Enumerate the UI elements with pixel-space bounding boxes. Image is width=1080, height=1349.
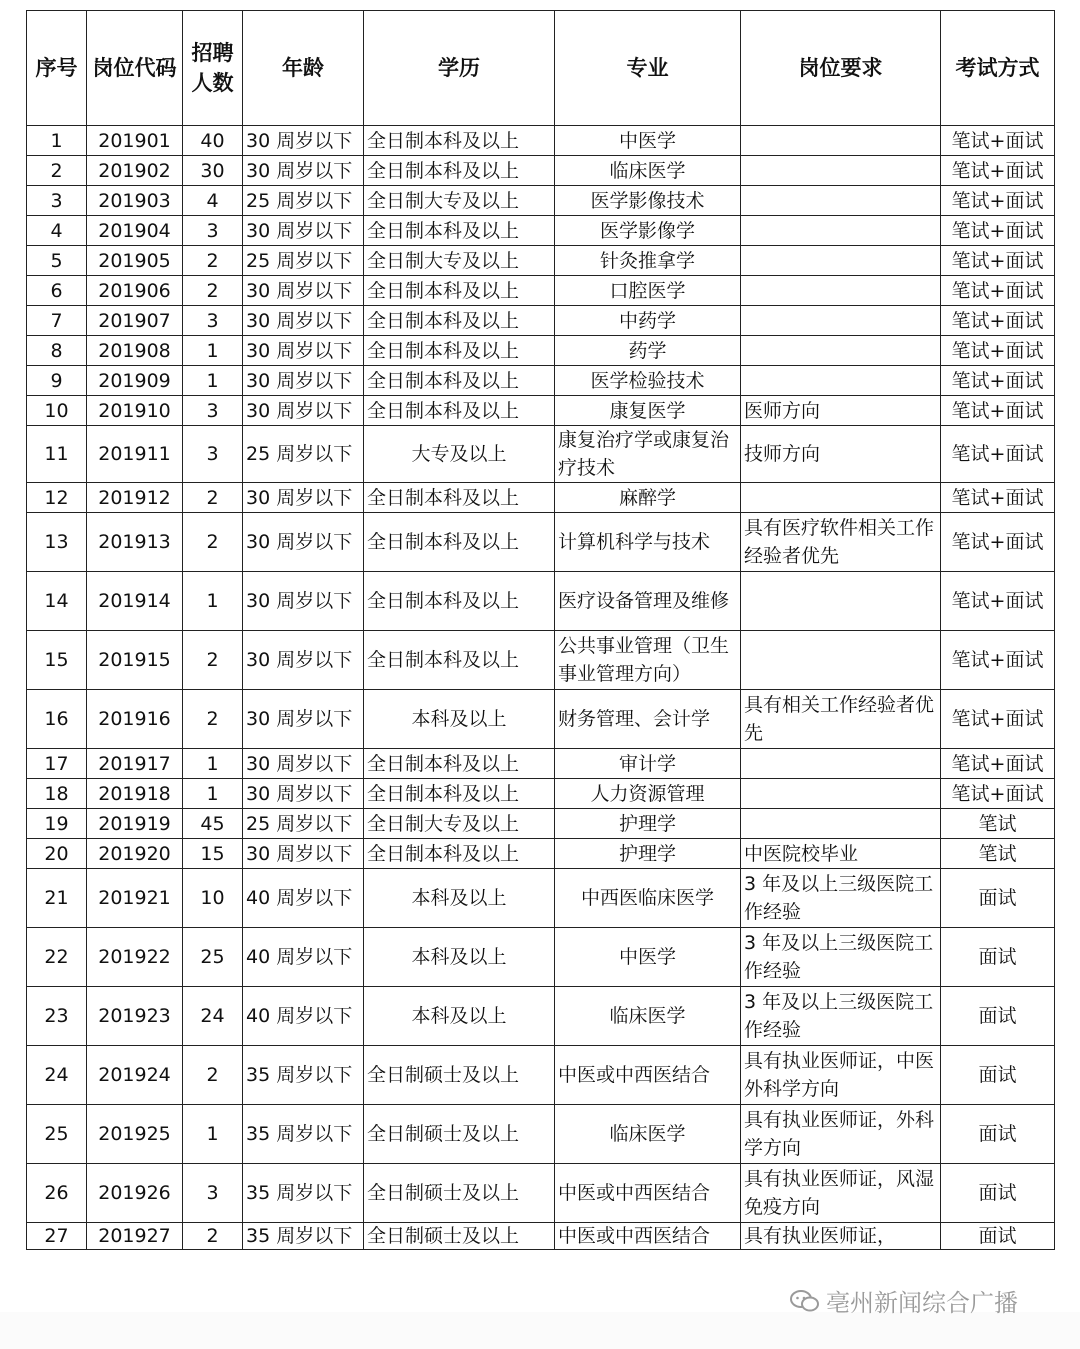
table-cell: 本科及以上 [364, 928, 555, 987]
table-cell: 30 周岁以下 [243, 839, 364, 869]
table-cell: 201918 [87, 779, 183, 809]
table-cell: 笔试+面试 [941, 276, 1055, 306]
table-cell: 19 [27, 809, 87, 839]
table-cell: 30 周岁以下 [243, 572, 364, 631]
table-cell: 全日制本科及以上 [364, 483, 555, 513]
table-cell: 30 周岁以下 [243, 276, 364, 306]
table-cell: 2 [183, 513, 243, 572]
table-cell: 全日制本科及以上 [364, 631, 555, 690]
table-cell: 具有执业医师证，外科学方向 [741, 1105, 941, 1164]
table-cell: 30 周岁以下 [243, 216, 364, 246]
table-cell: 23 [27, 987, 87, 1046]
table-cell: 2 [183, 483, 243, 513]
table-row [27, 513, 1055, 572]
table-cell: 全日制大专及以上 [364, 809, 555, 839]
table-cell: 全日制本科及以上 [364, 572, 555, 631]
table-cell: 8 [27, 336, 87, 366]
table-cell: 1 [183, 336, 243, 366]
table-cell: 具有执业医师证， [741, 1223, 941, 1250]
table-cell: 201915 [87, 631, 183, 690]
table-row [27, 987, 1055, 1046]
table-cell: 临床医学 [555, 156, 741, 186]
table-row [27, 631, 1055, 690]
table-cell: 笔试+面试 [941, 749, 1055, 779]
table-cell: 18 [27, 779, 87, 809]
recruitment-table [26, 10, 1055, 1250]
table-cell: 3 年及以上三级医院工作经验 [741, 869, 941, 928]
table-cell: 25 周岁以下 [243, 246, 364, 276]
table-row [27, 426, 1055, 483]
table-cell: 中药学 [555, 306, 741, 336]
table-cell: 全日制本科及以上 [364, 839, 555, 869]
table-cell: 大专及以上 [364, 426, 555, 483]
table-cell: 201908 [87, 336, 183, 366]
table-cell: 本科及以上 [364, 690, 555, 749]
table-cell: 具有相关工作经验者优先 [741, 690, 941, 749]
table-cell: 22 [27, 928, 87, 987]
table-cell: 全日制硕士及以上 [364, 1046, 555, 1105]
table-row [27, 396, 1055, 426]
table-cell: 口腔医学 [555, 276, 741, 306]
table-cell: 笔试+面试 [941, 631, 1055, 690]
table-cell: 2 [183, 1046, 243, 1105]
table-cell: 面试 [941, 1105, 1055, 1164]
table-cell: 201906 [87, 276, 183, 306]
header-cell: 岗位要求 [741, 11, 941, 126]
table-row [27, 1105, 1055, 1164]
table-cell: 40 周岁以下 [243, 869, 364, 928]
table-cell: 笔试+面试 [941, 366, 1055, 396]
table-cell: 技师方向 [741, 426, 941, 483]
table-cell: 30 周岁以下 [243, 336, 364, 366]
table-cell [741, 749, 941, 779]
table-cell: 医师方向 [741, 396, 941, 426]
table-cell: 201926 [87, 1164, 183, 1223]
table-cell: 全日制本科及以上 [364, 216, 555, 246]
table-cell: 25 [27, 1105, 87, 1164]
table-cell: 30 [183, 156, 243, 186]
table-cell [741, 809, 941, 839]
header-cell: 考试方式 [941, 11, 1055, 126]
table-cell: 201921 [87, 869, 183, 928]
table-cell: 30 周岁以下 [243, 306, 364, 336]
table-cell: 201922 [87, 928, 183, 987]
table-cell: 27 [27, 1223, 87, 1250]
table-cell: 201909 [87, 366, 183, 396]
table-cell: 笔试+面试 [941, 126, 1055, 156]
table-cell: 3 [183, 426, 243, 483]
table-cell: 201914 [87, 572, 183, 631]
table-cell: 11 [27, 426, 87, 483]
table-row [27, 216, 1055, 246]
table-header-row [27, 11, 1055, 126]
table-row [27, 690, 1055, 749]
table-cell: 本科及以上 [364, 869, 555, 928]
table-cell: 笔试+面试 [941, 572, 1055, 631]
table-cell: 护理学 [555, 809, 741, 839]
table-cell: 40 周岁以下 [243, 987, 364, 1046]
table-cell: 全日制本科及以上 [364, 276, 555, 306]
table-cell: 笔试+面试 [941, 513, 1055, 572]
table-cell: 30 周岁以下 [243, 779, 364, 809]
table-cell: 24 [27, 1046, 87, 1105]
table-cell: 3 [183, 216, 243, 246]
table-cell: 25 周岁以下 [243, 186, 364, 216]
table-cell: 临床医学 [555, 987, 741, 1046]
table-cell: 21 [27, 869, 87, 928]
table-cell: 财务管理、会计学 [555, 690, 741, 749]
table-cell: 笔试+面试 [941, 186, 1055, 216]
table-cell: 药学 [555, 336, 741, 366]
table-cell: 面试 [941, 1164, 1055, 1223]
table-cell: 2 [183, 690, 243, 749]
table-cell: 全日制本科及以上 [364, 336, 555, 366]
table-cell: 具有执业医师证，中医外科学方向 [741, 1046, 941, 1105]
table-cell [741, 186, 941, 216]
table-cell: 201924 [87, 1046, 183, 1105]
table-row [27, 572, 1055, 631]
table-cell: 全日制本科及以上 [364, 306, 555, 336]
table-cell: 30 周岁以下 [243, 631, 364, 690]
table-cell: 中医院校毕业 [741, 839, 941, 869]
table-cell: 全日制硕士及以上 [364, 1223, 555, 1250]
table-cell: 医疗设备管理及维修 [555, 572, 741, 631]
table-cell: 30 周岁以下 [243, 749, 364, 779]
header-cell: 岗位代码 [87, 11, 183, 126]
table-cell: 针灸推拿学 [555, 246, 741, 276]
table-cell: 25 周岁以下 [243, 809, 364, 839]
table-row [27, 306, 1055, 336]
table-cell: 1 [183, 366, 243, 396]
table-cell: 9 [27, 366, 87, 396]
table-cell: 201927 [87, 1223, 183, 1250]
header-cell: 年龄 [243, 11, 364, 126]
table-cell: 康复医学 [555, 396, 741, 426]
table-row [27, 336, 1055, 366]
table-cell: 16 [27, 690, 87, 749]
table-cell [741, 572, 941, 631]
table-cell: 全日制硕士及以上 [364, 1164, 555, 1223]
table-cell: 4 [27, 216, 87, 246]
table-row [27, 928, 1055, 987]
table-cell: 笔试+面试 [941, 156, 1055, 186]
table-cell: 201903 [87, 186, 183, 216]
table-row [27, 809, 1055, 839]
wechat-icon [790, 1289, 820, 1313]
table-cell: 2 [183, 276, 243, 306]
table-cell: 面试 [941, 928, 1055, 987]
watermark [790, 1283, 1018, 1318]
table-cell: 全日制大专及以上 [364, 246, 555, 276]
table-cell: 笔试+面试 [941, 426, 1055, 483]
table-cell: 3 [183, 396, 243, 426]
table-cell: 201912 [87, 483, 183, 513]
table-cell: 中医学 [555, 928, 741, 987]
table-cell: 笔试 [941, 839, 1055, 869]
table-cell: 笔试+面试 [941, 396, 1055, 426]
table-cell: 中医或中西医结合 [555, 1223, 741, 1250]
table-cell: 35 周岁以下 [243, 1105, 364, 1164]
table-cell: 30 周岁以下 [243, 513, 364, 572]
table-cell: 全日制硕士及以上 [364, 1105, 555, 1164]
table-cell: 笔试+面试 [941, 216, 1055, 246]
table-cell: 1 [183, 749, 243, 779]
table-cell: 201917 [87, 749, 183, 779]
table-cell: 201910 [87, 396, 183, 426]
table-cell: 30 周岁以下 [243, 366, 364, 396]
table-cell [741, 306, 941, 336]
table-row [27, 1046, 1055, 1105]
table-cell: 201925 [87, 1105, 183, 1164]
table-cell: 审计学 [555, 749, 741, 779]
table-cell: 6 [27, 276, 87, 306]
table-cell: 35 周岁以下 [243, 1223, 364, 1250]
table-row [27, 749, 1055, 779]
header-cell: 专业 [555, 11, 741, 126]
table-cell: 13 [27, 513, 87, 572]
watermark-text: 亳州新闻综合广播 [826, 1289, 1018, 1317]
table-cell: 40 周岁以下 [243, 928, 364, 987]
table-cell: 12 [27, 483, 87, 513]
table-cell: 2 [183, 246, 243, 276]
table-cell: 20 [27, 839, 87, 869]
header-cell: 学历 [364, 11, 555, 126]
table-cell: 笔试+面试 [941, 779, 1055, 809]
table-cell: 3 [183, 1164, 243, 1223]
table-cell: 笔试+面试 [941, 246, 1055, 276]
table-cell: 45 [183, 809, 243, 839]
table-cell: 临床医学 [555, 1105, 741, 1164]
table-cell: 30 周岁以下 [243, 156, 364, 186]
table-cell: 3 [183, 306, 243, 336]
table-cell: 康复治疗学或康复治疗技术 [555, 426, 741, 483]
table-cell: 中医或中西医结合 [555, 1046, 741, 1105]
table-cell: 具有医疗软件相关工作经验者优先 [741, 513, 941, 572]
table-cell: 24 [183, 987, 243, 1046]
table-cell: 5 [27, 246, 87, 276]
header-cell: 招聘人数 [183, 11, 243, 126]
header-cell: 序号 [27, 11, 87, 126]
table-cell: 2 [183, 631, 243, 690]
table-row [27, 366, 1055, 396]
table-cell: 全日制本科及以上 [364, 779, 555, 809]
table-cell: 2 [27, 156, 87, 186]
table-cell: 医学检验技术 [555, 366, 741, 396]
table-cell: 全日制本科及以上 [364, 126, 555, 156]
table-cell: 201911 [87, 426, 183, 483]
table-cell: 中西医临床医学 [555, 869, 741, 928]
table-cell: 1 [183, 1105, 243, 1164]
table-cell: 中医或中西医结合 [555, 1164, 741, 1223]
table-cell: 麻醉学 [555, 483, 741, 513]
table-cell: 201916 [87, 690, 183, 749]
table-cell: 面试 [941, 869, 1055, 928]
table-cell: 7 [27, 306, 87, 336]
table-row [27, 276, 1055, 306]
table-cell: 全日制本科及以上 [364, 749, 555, 779]
table-cell: 201920 [87, 839, 183, 869]
table-cell [741, 156, 941, 186]
table-cell: 30 周岁以下 [243, 690, 364, 749]
table-cell: 面试 [941, 987, 1055, 1046]
table-cell: 1 [183, 779, 243, 809]
table-cell: 201904 [87, 216, 183, 246]
table-cell: 40 [183, 126, 243, 156]
table-cell: 1 [27, 126, 87, 156]
table-cell: 15 [183, 839, 243, 869]
table-cell [741, 336, 941, 366]
table-row [27, 1223, 1055, 1250]
table-cell: 201905 [87, 246, 183, 276]
table-cell [741, 366, 941, 396]
table-row [27, 869, 1055, 928]
table-cell [741, 216, 941, 246]
table-cell: 面试 [941, 1046, 1055, 1105]
table-cell: 人力资源管理 [555, 779, 741, 809]
table-cell: 笔试+面试 [941, 483, 1055, 513]
table-cell [741, 779, 941, 809]
table-row [27, 156, 1055, 186]
table-cell: 2 [183, 1223, 243, 1250]
table-cell: 30 周岁以下 [243, 396, 364, 426]
table-row [27, 779, 1055, 809]
table-cell: 全日制本科及以上 [364, 396, 555, 426]
table-cell: 3 年及以上三级医院工作经验 [741, 987, 941, 1046]
table-cell: 笔试+面试 [941, 690, 1055, 749]
table-cell: 全日制本科及以上 [364, 156, 555, 186]
table-cell: 本科及以上 [364, 987, 555, 1046]
table-cell: 公共事业管理（卫生事业管理方向） [555, 631, 741, 690]
recruitment-table-container [26, 10, 1054, 1250]
table-cell: 30 周岁以下 [243, 483, 364, 513]
table-cell [741, 126, 941, 156]
table-cell: 笔试+面试 [941, 306, 1055, 336]
table-cell [741, 631, 941, 690]
table-cell: 3 [27, 186, 87, 216]
table-cell: 201913 [87, 513, 183, 572]
table-row [27, 126, 1055, 156]
table-cell: 笔试+面试 [941, 336, 1055, 366]
table-cell: 201919 [87, 809, 183, 839]
table-cell: 201923 [87, 987, 183, 1046]
table-cell [741, 246, 941, 276]
table-cell: 计算机科学与技术 [555, 513, 741, 572]
table-cell: 30 周岁以下 [243, 126, 364, 156]
table-cell: 35 周岁以下 [243, 1164, 364, 1223]
table-cell: 10 [183, 869, 243, 928]
table-cell [741, 483, 941, 513]
table-cell: 15 [27, 631, 87, 690]
table-cell: 全日制本科及以上 [364, 513, 555, 572]
table-cell: 201901 [87, 126, 183, 156]
table-cell: 1 [183, 572, 243, 631]
table-row [27, 839, 1055, 869]
table-cell: 具有执业医师证，风湿免疫方向 [741, 1164, 941, 1223]
table-cell: 201902 [87, 156, 183, 186]
table-cell [741, 276, 941, 306]
table-cell: 笔试 [941, 809, 1055, 839]
table-cell: 17 [27, 749, 87, 779]
table-cell: 医学影像技术 [555, 186, 741, 216]
table-cell: 26 [27, 1164, 87, 1223]
table-cell: 35 周岁以下 [243, 1046, 364, 1105]
table-cell: 25 [183, 928, 243, 987]
table-row [27, 1164, 1055, 1223]
table-row [27, 483, 1055, 513]
table-row [27, 246, 1055, 276]
table-body [27, 126, 1055, 1250]
table-cell: 14 [27, 572, 87, 631]
table-cell: 医学影像学 [555, 216, 741, 246]
table-cell: 201907 [87, 306, 183, 336]
table-cell: 10 [27, 396, 87, 426]
table-cell: 全日制本科及以上 [364, 366, 555, 396]
table-row [27, 186, 1055, 216]
table-cell: 面试 [941, 1223, 1055, 1250]
table-cell: 4 [183, 186, 243, 216]
table-cell: 中医学 [555, 126, 741, 156]
table-cell: 护理学 [555, 839, 741, 869]
table-cell: 3 年及以上三级医院工作经验 [741, 928, 941, 987]
table-cell: 25 周岁以下 [243, 426, 364, 483]
table-cell: 全日制大专及以上 [364, 186, 555, 216]
